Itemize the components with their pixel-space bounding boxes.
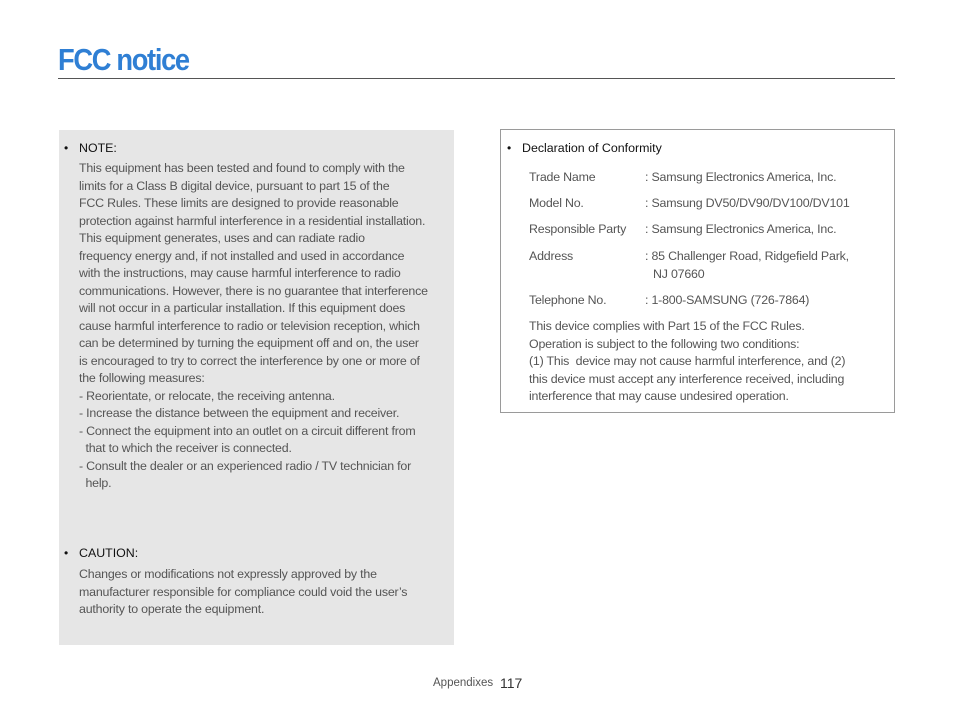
note-measure-item: that to which the receiver is connected.	[79, 441, 292, 455]
field-value-address-line2: NJ 07660	[653, 266, 705, 281]
field-value-telephone: : 1-800-SAMSUNG (726-7864)	[645, 293, 810, 307]
note-measure-item: - Consult the dealer or an experienced radio / TV technician for	[79, 458, 412, 473]
field-value-address: : 85 Challenger Road, Ridgefield Park,	[645, 249, 849, 263]
note-bullet: •	[64, 141, 69, 155]
field-value-responsible-party: : Samsung Electronics America, Inc.	[645, 222, 837, 236]
field-label-model-no: Model No.	[529, 196, 584, 210]
caution-line: authority to operate the equipment.	[79, 602, 265, 616]
caution-line: Changes or modifications not expressly approved by the	[79, 567, 377, 581]
note-line: communications. However, there is no guarantee that interference	[79, 283, 428, 298]
field-value-model-no: : Samsung DV50/DV90/DV100/DV101	[645, 196, 850, 210]
note-measure-item: - Connect the equipment into an outlet on a circuit different from	[79, 423, 416, 438]
note-line: is encouraged to try to correct the interference by one or more of	[79, 353, 420, 368]
title-divider	[58, 78, 895, 79]
footer-section-label: Appendixes	[433, 677, 494, 689]
note-line: This equipment has been tested and found to comply with the	[79, 161, 405, 175]
caution-line: manufacturer responsible for compliance could void the user’s	[79, 584, 408, 599]
field-label-address: Address	[529, 249, 574, 263]
note-line: will not occur in a particular installation. If this equipment does	[79, 301, 406, 315]
note-line: This equipment generates, uses and can radiate radio	[79, 231, 365, 245]
declaration-heading: Declaration of Conformity	[522, 141, 662, 155]
field-label-responsible-party: Responsible Party	[529, 222, 627, 236]
declaration-bullet: •	[507, 141, 512, 155]
statement-line: this device must accept any interference received, including	[529, 371, 845, 386]
note-line: limits for a Class B digital device, pursuant to part 15 of the	[79, 178, 390, 193]
statement-line: This device complies with Part 15 of the FCC Rules.	[529, 319, 805, 333]
statement-line: (1) This device may not cause harmful interference, and (2)	[529, 354, 846, 368]
note-line: the following measures:	[79, 371, 205, 385]
statement-line: Operation is subject to the following two conditions:	[529, 336, 800, 351]
statement-line: interference that may cause undesired operation.	[529, 389, 789, 403]
field-value-trade-name: : Samsung Electronics America, Inc.	[645, 170, 837, 184]
page-title: FCC notice	[58, 42, 189, 77]
note-line: cause harmful interference to radio or television reception, which	[79, 318, 420, 333]
field-label-telephone: Telephone No.	[529, 293, 607, 307]
note-line: with the instructions, may cause harmful interference to radio	[79, 266, 401, 280]
note-measure-item: help.	[79, 476, 112, 490]
note-line: FCC Rules. These limits are designed to provide reasonable	[79, 196, 399, 210]
caution-bullet: •	[64, 546, 69, 560]
field-label-trade-name: Trade Name	[529, 170, 596, 184]
note-heading: NOTE:	[79, 141, 117, 155]
note-measure-item: - Reorientate, or relocate, the receiving antenna.	[79, 388, 335, 403]
caution-heading: CAUTION:	[79, 546, 139, 560]
note-measure-item: - Increase the distance between the equipment and receiver.	[79, 406, 400, 420]
note-line: protection against harmful interference in a residential installation.	[79, 213, 426, 228]
page-number: 117	[500, 675, 523, 691]
note-line: can be determined by turning the equipment off and on, the user	[79, 336, 419, 350]
note-line: frequency energy and, if not installed and used in accordance	[79, 248, 405, 263]
